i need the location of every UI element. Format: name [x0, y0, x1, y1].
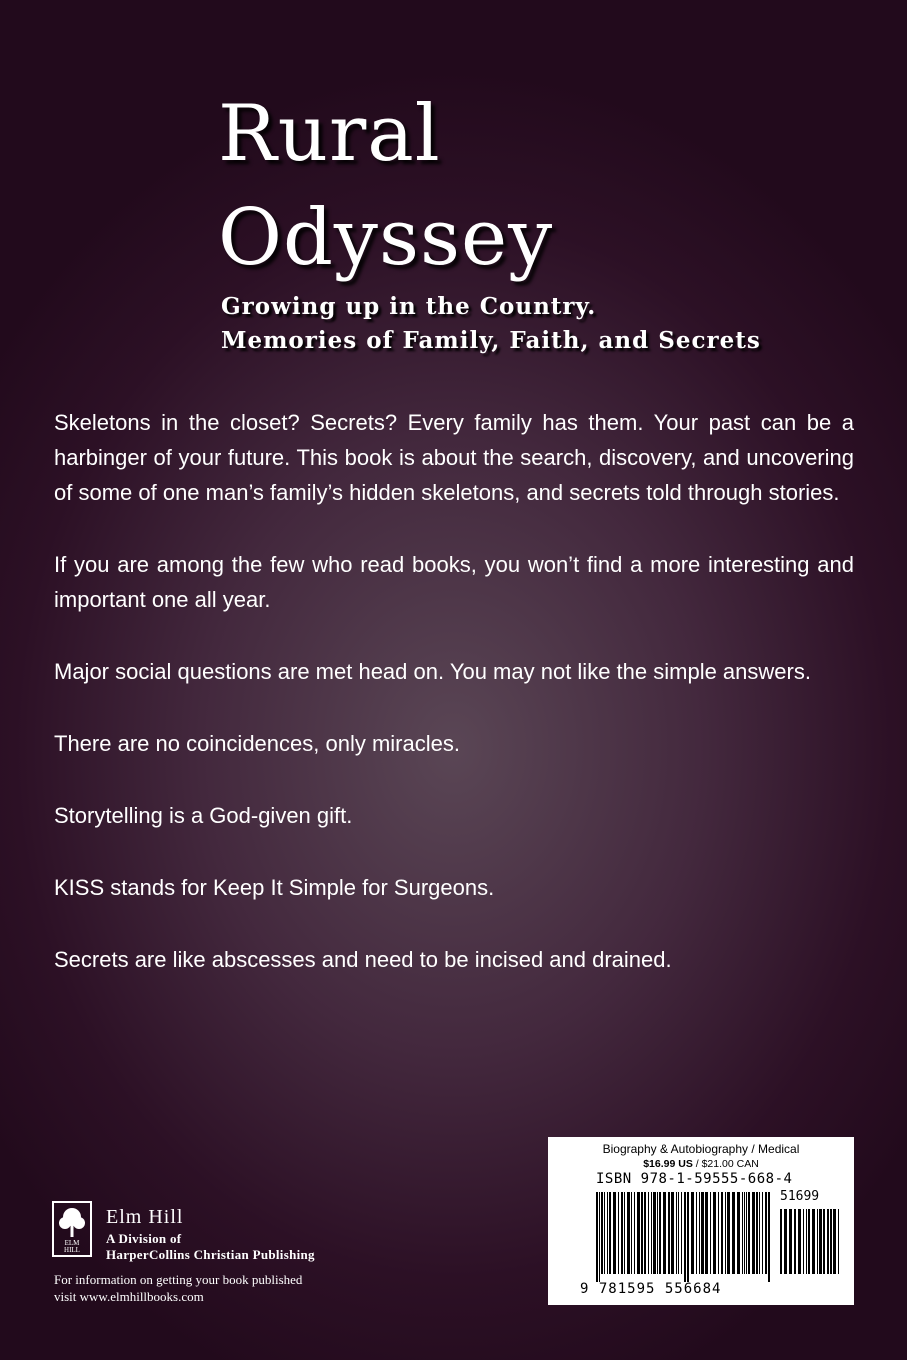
- barcode-bar: [691, 1192, 694, 1274]
- barcode-bar: [721, 1192, 723, 1274]
- barcode-bar: [696, 1192, 697, 1274]
- barcode-bar: [634, 1192, 635, 1274]
- barcode-bar: [808, 1209, 810, 1274]
- publisher-block: [52, 1198, 352, 1260]
- price-can: / $21.00 CAN: [692, 1158, 759, 1170]
- price-us: $16.99 US: [643, 1158, 693, 1170]
- barcode-bar: [631, 1192, 632, 1274]
- barcode-bar: [659, 1192, 661, 1274]
- publisher-name: Elm Hill: [106, 1206, 184, 1228]
- barcode-bar: [838, 1209, 839, 1274]
- price-label: [548, 1158, 854, 1170]
- book-title: [218, 82, 553, 290]
- barcode-bar: [756, 1192, 758, 1274]
- barcode-bar: [789, 1209, 792, 1274]
- barcode-bar: [637, 1192, 640, 1274]
- barcode-bar: [604, 1192, 605, 1274]
- barcode-bar: [732, 1192, 735, 1274]
- barcode-bar: [737, 1192, 740, 1274]
- barcode-bar: [651, 1192, 652, 1274]
- barcode-panel: [548, 1137, 854, 1305]
- barcode-bar: [725, 1192, 726, 1274]
- logo-text: ELM: [64, 1239, 80, 1247]
- barcode-bar: [827, 1209, 829, 1274]
- barcode-bar: [798, 1209, 801, 1274]
- blurb-paragraph: Secrets are like abscesses and need to be incised and drained.: [54, 947, 672, 972]
- barcode-bar: [676, 1192, 677, 1274]
- blurb-paragraph: Storytelling is a God-given gift.: [54, 803, 353, 828]
- barcode-bar: [742, 1192, 743, 1274]
- barcode-bar: [671, 1192, 674, 1274]
- logo-text: HILL: [64, 1246, 80, 1254]
- barcode-bar: [687, 1192, 689, 1282]
- barcode-bar: [806, 1209, 807, 1274]
- book-subtitle: [221, 290, 761, 358]
- barcode-bar: [727, 1192, 730, 1274]
- barcode-bar: [609, 1192, 611, 1274]
- barcode-bar: [759, 1192, 760, 1274]
- barcode-bar: [823, 1209, 825, 1274]
- blurb-paragraph: If you are among the few who read books, you won’t find a more interesting and important one all year.: [54, 552, 854, 612]
- ean-barcode: [596, 1192, 776, 1282]
- barcode-bar: [648, 1192, 649, 1274]
- back-cover-blurb: [54, 405, 854, 977]
- barcode-bar: [744, 1192, 745, 1274]
- bisac-category: Biography & Autobiography / Medical: [602, 1142, 800, 1156]
- barcode-bar: [705, 1192, 708, 1274]
- barcode-bar: [644, 1192, 646, 1274]
- barcode-bar: [803, 1209, 804, 1274]
- barcode-bar: [663, 1192, 666, 1274]
- publisher-parent: HarperCollins Christian Publishing: [106, 1247, 315, 1262]
- barcode-bar: [812, 1209, 815, 1274]
- barcode-bar: [746, 1192, 747, 1274]
- title-line-2: Odyssey: [218, 193, 554, 283]
- barcode-bar: [762, 1192, 763, 1274]
- barcode-bar: [780, 1209, 782, 1274]
- barcode-bar: [765, 1192, 767, 1274]
- barcode-bar: [641, 1192, 643, 1274]
- title-line-1: Rural: [218, 89, 441, 179]
- blurb-paragraph: Skeletons in the closet? Secrets? Every family has them. Your past can be a harbinger of your future. This book is about the search, discovery, and uncovering of some of one man’s family’s hidden skeletons, and secrets told through stories.: [54, 410, 854, 505]
- barcode-bar: [701, 1192, 704, 1274]
- barcode-bar: [678, 1192, 679, 1274]
- subtitle-line-1: Growing up in the Country.: [221, 293, 597, 320]
- price-addon-code: 51699: [780, 1189, 820, 1204]
- barcode-bar: [596, 1192, 598, 1282]
- barcode-bar: [752, 1192, 755, 1274]
- barcode-bar: [817, 1209, 818, 1274]
- barcode-bar: [627, 1192, 630, 1274]
- barcode-bar: [794, 1209, 796, 1274]
- barcode-bar: [684, 1192, 686, 1282]
- subtitle-line-2: Memories of Family, Faith, and Secrets: [221, 327, 761, 354]
- publisher-division: A Division of: [106, 1231, 182, 1246]
- info-line-1: For information on getting your book published: [54, 1272, 303, 1287]
- barcode-bar: [653, 1192, 656, 1274]
- addon-barcode: [780, 1209, 844, 1282]
- barcode-bar: [607, 1192, 608, 1274]
- barcode-bar: [599, 1192, 600, 1282]
- blurb-paragraph: Major social questions are met head on. You may not like the simple answers.: [54, 659, 811, 684]
- isbn-number: ISBN 978-1-59555-668-4: [596, 1171, 793, 1187]
- barcode-bar: [618, 1192, 619, 1274]
- barcode-bar: [657, 1192, 658, 1274]
- barcode-bar: [668, 1192, 670, 1274]
- barcode-bar: [830, 1209, 832, 1274]
- publishing-info: [54, 1271, 302, 1305]
- barcode-bar: [819, 1209, 822, 1274]
- barcode-bar: [621, 1192, 623, 1274]
- blurb-paragraph: KISS stands for Keep It Simple for Surgeons.: [54, 875, 495, 900]
- elm-hill-logo-icon: [52, 1201, 92, 1257]
- barcode-bar: [681, 1192, 682, 1274]
- barcode-bar: [833, 1209, 836, 1274]
- info-line-2: visit www.elmhillbooks.com: [54, 1289, 204, 1304]
- barcode-bar: [784, 1209, 787, 1274]
- barcode-digits: 9 781595 556684: [580, 1281, 722, 1297]
- barcode-bar: [718, 1192, 719, 1274]
- barcode-bar: [624, 1192, 625, 1274]
- barcode-bar: [710, 1192, 711, 1274]
- barcode-bar: [601, 1192, 603, 1274]
- barcode-bar: [713, 1192, 716, 1274]
- barcode-bar: [613, 1192, 616, 1274]
- blurb-paragraph: There are no coincidences, only miracles.: [54, 731, 460, 756]
- barcode-bar: [748, 1192, 750, 1274]
- barcode-bar: [768, 1192, 770, 1282]
- barcode-bar: [699, 1192, 700, 1274]
